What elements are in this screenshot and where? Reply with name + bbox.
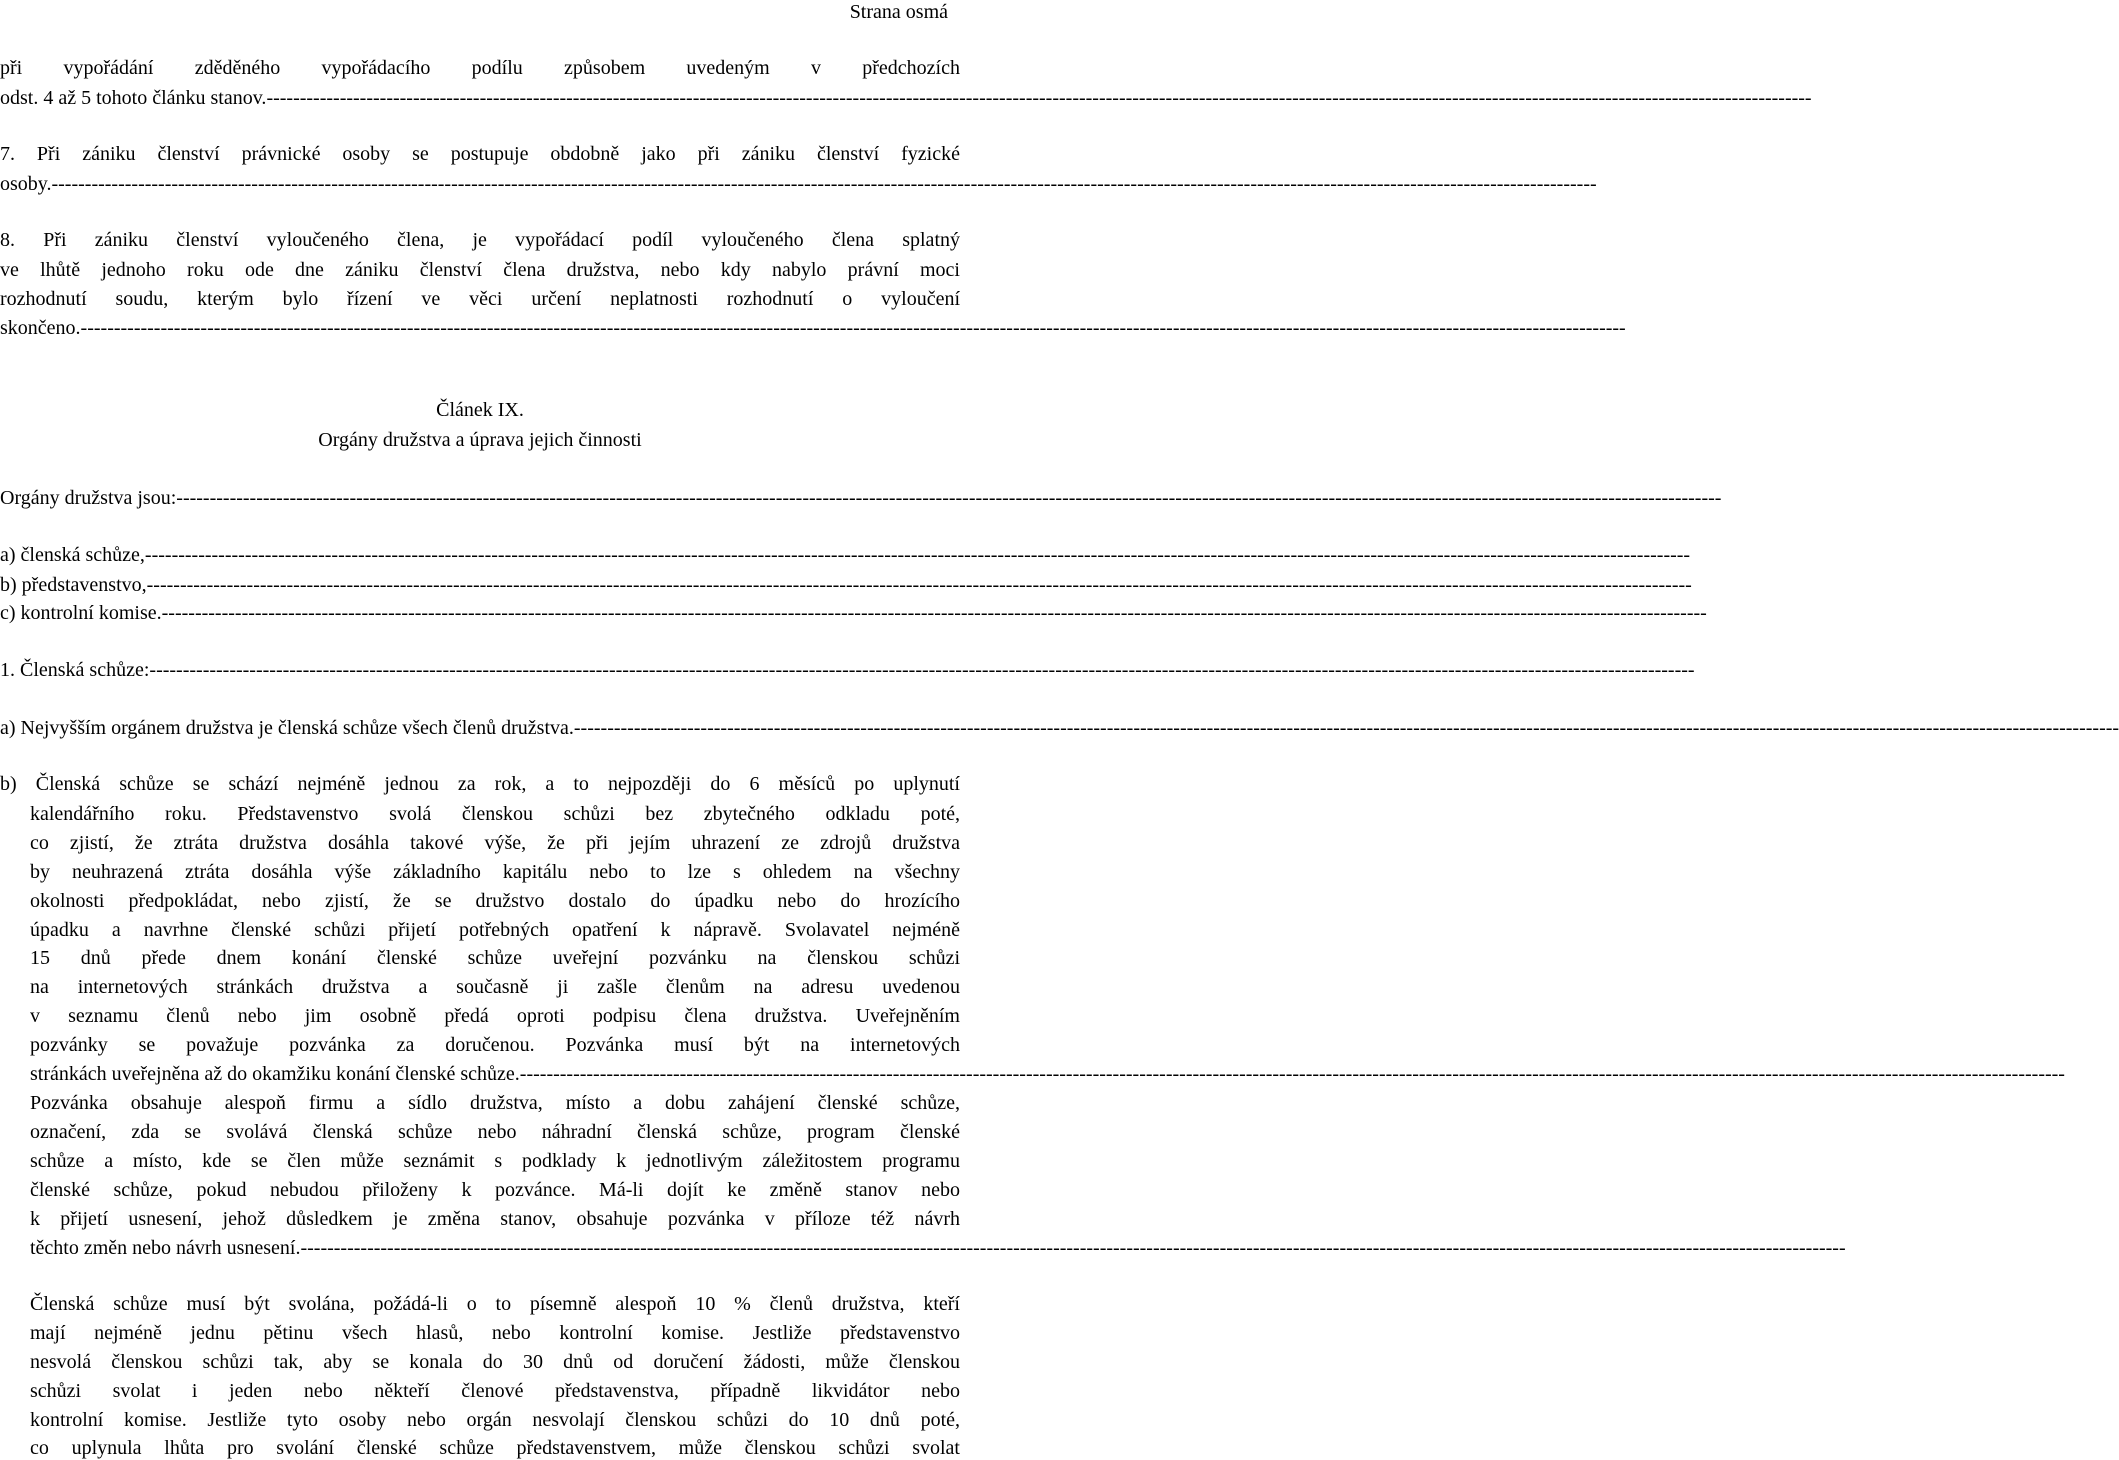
text-line: [30, 860, 960, 884]
text-line: [0, 228, 960, 252]
section-heading: [0, 658, 1695, 682]
text-line: [0, 287, 960, 311]
text-line: [30, 1207, 960, 1231]
line-text: 8. Při zániku členství vyloučeného člena, je vypořádací podíl vyloučeného člena splatný: [0, 229, 960, 251]
article-number: Článek IX.: [436, 399, 524, 421]
page-label: Strana osmá: [849, 1, 948, 23]
text-line: [30, 1004, 960, 1028]
dash-leader: ----------------------------------------------------------------------------------------------------------------------------------------------------------------------------------------------------------------------------------------: [176, 487, 1722, 509]
line-text: rozhodnutí soudu, kterým bylo řízení ve věci určení neplatnosti rozhodnutí o vyloučení: [0, 288, 960, 310]
text-line: [30, 1062, 2065, 1086]
line-text: b) představenstvo,: [0, 574, 147, 596]
text-line: [30, 1350, 960, 1374]
text-line: [30, 1436, 960, 1460]
line-text: schůzi svolat i jeden nebo někteří členové představenstva, případně likvidátor nebo: [30, 1380, 960, 1402]
line-text: Členská schůze musí být svolána, požádá-li o to písemně alespoň 10 % členů družstva, kteří: [30, 1293, 960, 1315]
dash-leader: ----------------------------------------------------------------------------------------------------------------------------------------------------------------------------------------------------------------------------------------: [573, 717, 2119, 739]
text-line: [30, 1321, 960, 1345]
text-line: [30, 975, 960, 999]
line-text: skončeno.: [0, 317, 81, 339]
line-text: by neuhrazená ztráta dosáhla výše základního kapitálu nebo to lze s ohledem na všechny: [30, 861, 960, 883]
text-line: [0, 142, 960, 166]
line-text: v seznamu členů nebo jim osobně předá oproti podpisu člena družstva. Uveřejněním: [30, 1005, 960, 1027]
line-text: pozvánky se považuje pozvánka za doručenou. Pozvánka musí být na internetových: [30, 1034, 960, 1056]
text-line: [30, 1292, 960, 1316]
text-line: [0, 486, 1722, 510]
dash-leader: ----------------------------------------------------------------------------------------------------------------------------------------------------------------------------------------------------------------------------------------: [149, 659, 1695, 681]
line-text: a) Nejvyšším orgánem družstva je členská schůze všech členů družstva.: [0, 717, 574, 739]
dash-leader: ----------------------------------------------------------------------------------------------------------------------------------------------------------------------------------------------------------------------------------------: [51, 173, 1597, 195]
dash-leader: ----------------------------------------------------------------------------------------------------------------------------------------------------------------------------------------------------------------------------------------: [80, 317, 1626, 339]
line-text: Pozvánka obsahuje alespoň firmu a sídlo družstva, místo a dobu zahájení členské schůze,: [30, 1092, 960, 1114]
dash-leader: ----------------------------------------------------------------------------------------------------------------------------------------------------------------------------------------------------------------------------------------: [519, 1063, 2065, 1085]
line-text: kontrolní komise. Jestliže tyto osoby nebo orgán nesvolají členskou schůzi do 10 dnů poté,: [30, 1409, 960, 1431]
line-text: označení, zda se svolává členská schůze nebo náhradní členská schůze, program členské: [30, 1121, 960, 1143]
list-item: [0, 543, 1691, 567]
text-line: [30, 1408, 960, 1432]
text-line: [30, 1178, 960, 1202]
line-text: 15 dnů přede dnem konání členské schůze uveřejní pozvánku na členskou schůzi: [30, 947, 960, 969]
list-item: [0, 573, 1692, 597]
text-line: [0, 316, 1626, 340]
line-text: schůze a místo, kde se člen může seznámit s podklady k jednotlivým záležitostem programu: [30, 1150, 960, 1172]
line-text: osoby.: [0, 173, 52, 195]
text-line: [30, 1091, 960, 1115]
dash-leader: ----------------------------------------------------------------------------------------------------------------------------------------------------------------------------------------------------------------------------------------: [300, 1237, 1846, 1259]
line-text: 1. Členská schůze:: [0, 659, 150, 681]
text-line: [30, 802, 960, 826]
line-text: stránkách uveřejněna až do okamžiku konání členské schůze.: [30, 1063, 520, 1085]
line-text: těchto změn nebo návrh usnesení.: [30, 1237, 301, 1259]
line-text: členské schůze, pokud nebudou přiloženy k pozvánce. Má-li dojít ke změně stanov nebo: [30, 1179, 960, 1201]
text-line: [30, 946, 960, 970]
line-text: na internetových stránkách družstva a současně ji zašle členům na adresu uvedenou: [30, 976, 960, 998]
text-line: [30, 889, 960, 913]
text-line: [0, 772, 960, 796]
text-line: [0, 56, 960, 80]
line-text: mají nejméně jednu pětinu všech hlasů, nebo kontrolní komise. Jestliže představenstvo: [30, 1322, 960, 1344]
text-line: [0, 86, 1812, 110]
text-line: [0, 172, 1597, 196]
text-line: [0, 258, 960, 282]
line-text: co zjistí, že ztráta družstva dosáhla takové výše, že při jejím uhrazení ze zdrojů družstva: [30, 832, 960, 854]
text-line: [30, 918, 960, 942]
dash-leader: ----------------------------------------------------------------------------------------------------------------------------------------------------------------------------------------------------------------------------------------: [266, 87, 1812, 109]
list-item: [0, 601, 1707, 625]
line-text: a) členská schůze,: [0, 544, 145, 566]
line-text: 7. Při zániku členství právnické osoby se postupuje obdobně jako při zániku členství fyzické: [0, 143, 960, 165]
article-title: Orgány družstva a úprava jejich činnosti: [318, 429, 642, 451]
text-line: [30, 831, 960, 855]
dash-leader: ----------------------------------------------------------------------------------------------------------------------------------------------------------------------------------------------------------------------------------------: [144, 544, 1691, 566]
line-text: b) Členská schůze se schází nejméně jednou za rok, a to nejpozději do 6 měsíců po uplynutí: [0, 773, 960, 795]
line-text: c) kontrolní komise.: [0, 602, 162, 624]
line-text: kalendářního roku. Představenstvo svolá členskou schůzi bez zbytečného odkladu poté,: [30, 803, 960, 825]
line-text: při vypořádání zděděného vypořádacího podílu způsobem uvedeným v předchozích: [0, 57, 960, 79]
dash-leader: ----------------------------------------------------------------------------------------------------------------------------------------------------------------------------------------------------------------------------------------: [161, 602, 1707, 624]
text-line: [30, 1236, 1846, 1260]
text-line: [30, 1379, 960, 1403]
line-text: ve lhůtě jednoho roku ode dne zániku členství člena družstva, nebo kdy nabylo právní moci: [0, 259, 960, 281]
text-line: [30, 1149, 960, 1173]
line-text: Orgány družstva jsou:: [0, 487, 177, 509]
line-text: nesvolá členskou schůzi tak, aby se konala do 30 dnů od doručení žádosti, může členskou: [30, 1351, 960, 1373]
dash-leader: ----------------------------------------------------------------------------------------------------------------------------------------------------------------------------------------------------------------------------------------: [146, 574, 1692, 596]
line-text: úpadku a navrhne členské schůzi přijetí potřebných opatření k nápravě. Svolavatel nejméně: [30, 919, 960, 941]
line-text: co uplynula lhůta pro svolání členské schůze představenstvem, může členskou schůzi svolat: [30, 1437, 960, 1459]
line-text: k přijetí usnesení, jehož důsledkem je změna stanov, obsahuje pozvánka v příloze též návrh: [30, 1208, 960, 1230]
line-text: odst. 4 až 5 tohoto článku stanov.: [0, 87, 267, 109]
text-line: [30, 1120, 960, 1144]
line-text: okolnosti předpokládat, nebo zjistí, že se družstvo dostalo do úpadku nebo do hrozícího: [30, 890, 960, 912]
text-line: [0, 716, 2119, 740]
text-line: [30, 1033, 960, 1057]
